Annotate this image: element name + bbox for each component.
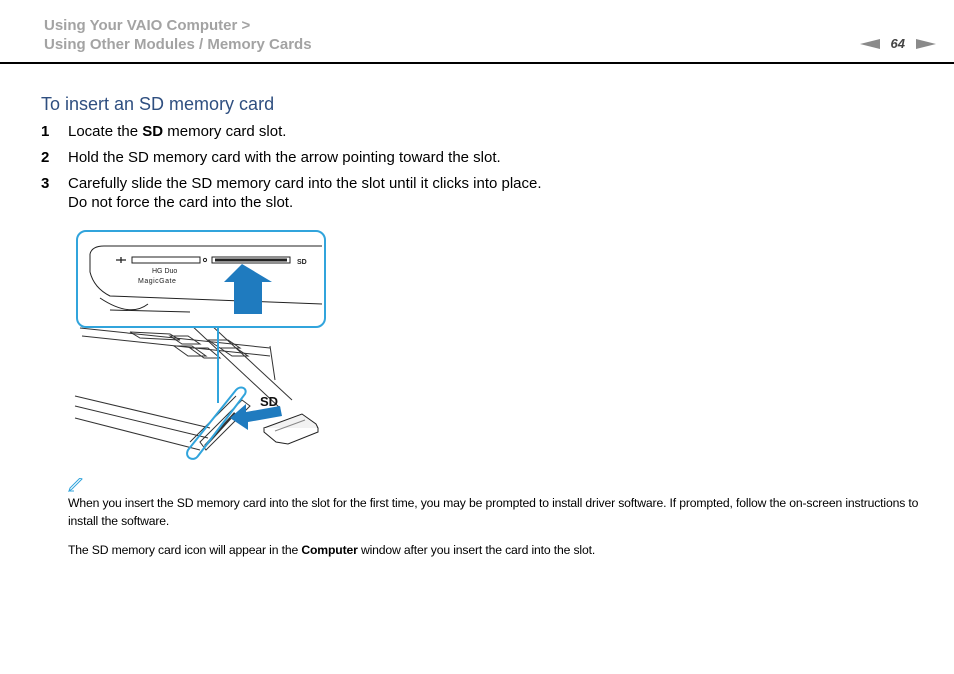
- step-text: Locate the SD memory card slot.: [68, 123, 287, 140]
- magicgate-label: MagicGate: [138, 278, 177, 285]
- previous-page-arrow-icon[interactable]: [860, 39, 880, 49]
- note-computer-window: The SD memory card icon will appear in the Computer window after you insert the card into the slot.: [68, 543, 596, 557]
- laptop-keyboard-drawing: [75, 324, 292, 450]
- section-title: To insert an SD memory card: [41, 94, 275, 114]
- header-divider: [0, 62, 954, 64]
- note-driver-software: When you insert the SD memory card into the slot for the first time, you may be prompted to install driver software. If prompted, follow the on-screen instructions to install the software.: [68, 496, 919, 528]
- sd-slot-illustration: [70, 228, 340, 466]
- slot-sd-label: SD: [297, 259, 307, 266]
- step-text: Hold the SD memory card with the arrow pointing toward the slot.: [68, 149, 501, 166]
- breadcrumb-line-2[interactable]: Using Other Modules / Memory Cards: [44, 36, 312, 53]
- next-page-arrow-icon[interactable]: [916, 39, 936, 49]
- page-number: 64: [890, 36, 905, 51]
- page-navigation: [860, 36, 936, 51]
- step-number: 1: [41, 123, 50, 140]
- step-text: Carefully slide the SD memory card into the slot until it clicks into place.: [68, 175, 542, 192]
- sd-card-drawing: [264, 414, 318, 444]
- step-number: 2: [41, 149, 50, 166]
- step-text-line-2: Do not force the card into the slot.: [68, 194, 294, 211]
- breadcrumb-line-1[interactable]: Using Your VAIO Computer >: [44, 17, 251, 34]
- hgduo-label: HG Duo: [152, 268, 178, 275]
- step-number: 3: [41, 175, 50, 192]
- sd-card-label: SD: [260, 394, 279, 409]
- note-pencil-icon: [68, 478, 84, 492]
